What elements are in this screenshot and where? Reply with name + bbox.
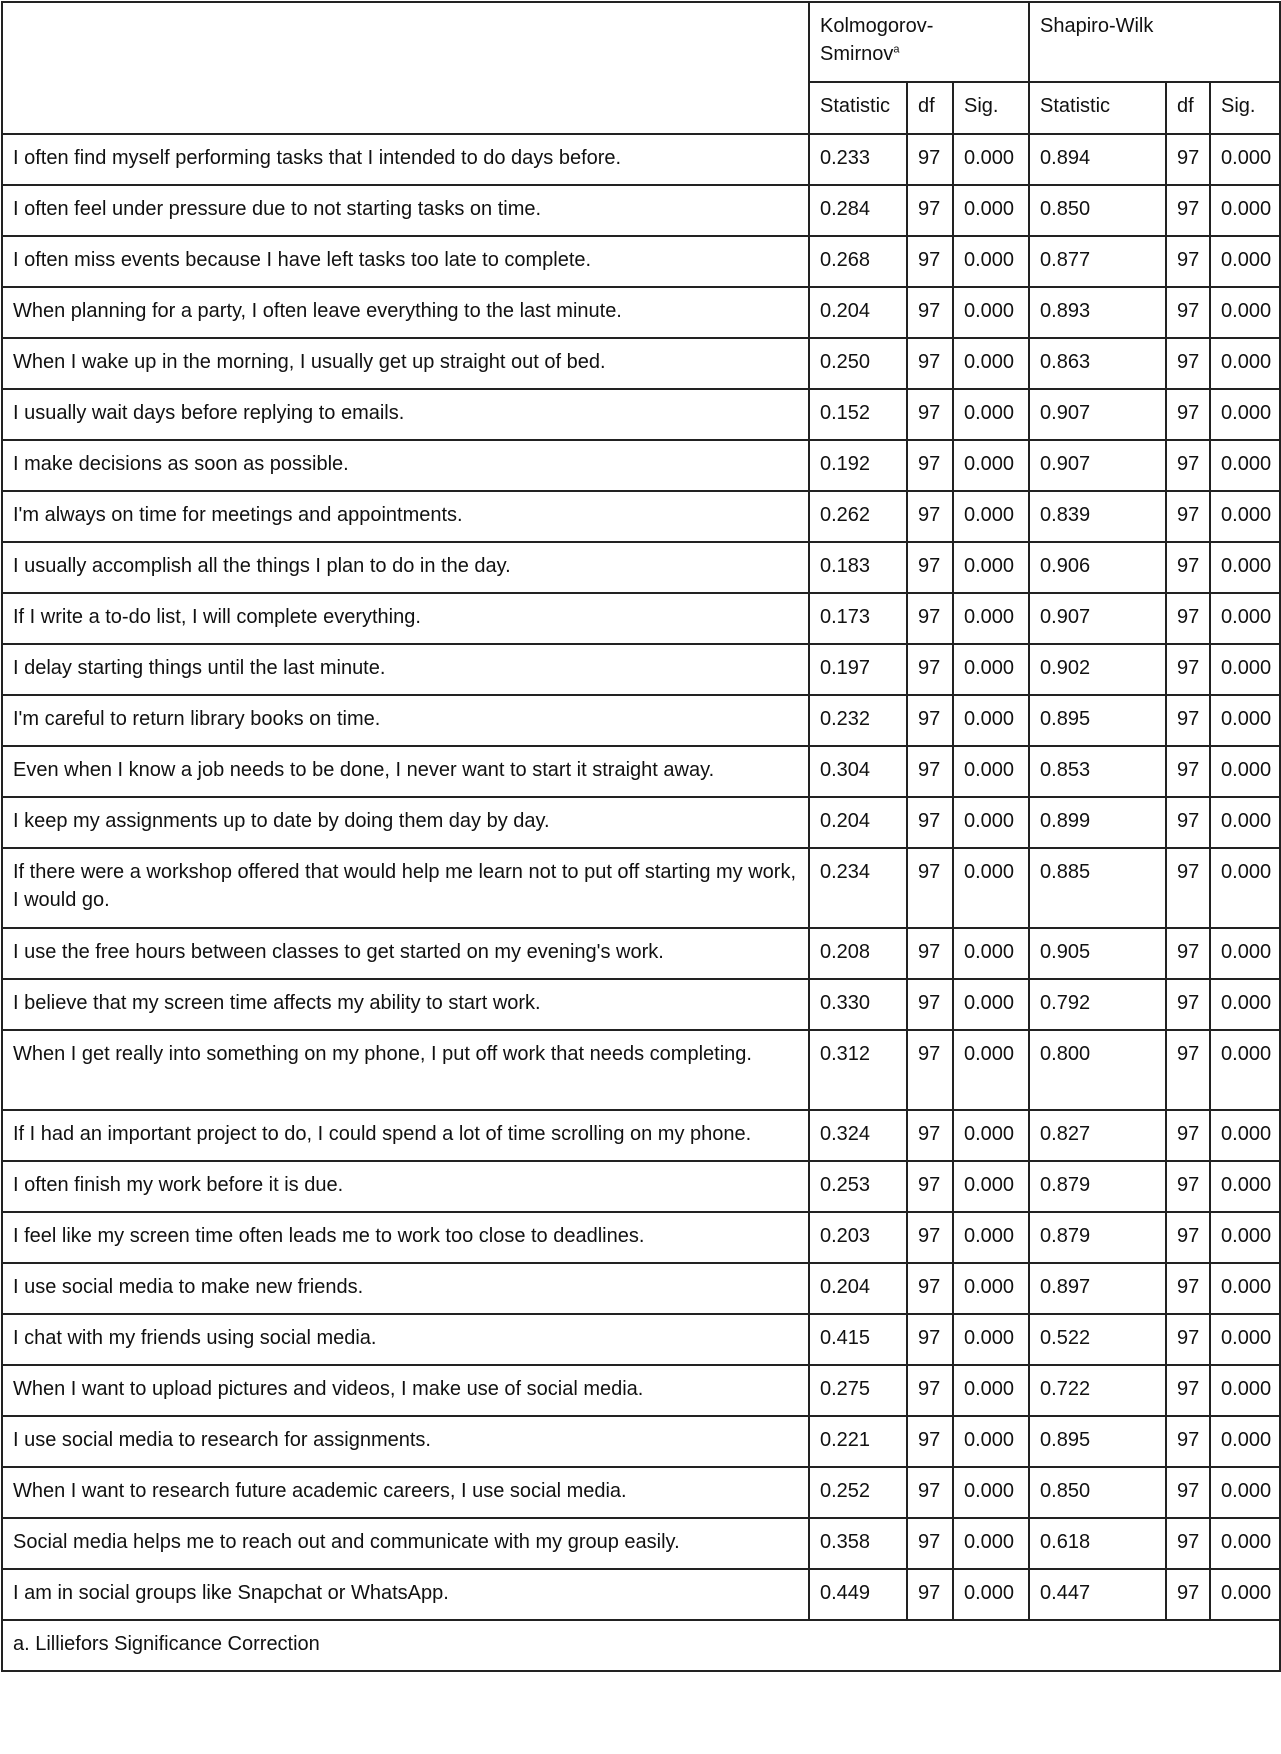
ks-statistic: 0.415	[809, 1314, 907, 1365]
sw-statistic: 0.906	[1029, 542, 1166, 593]
ks-sig: 0.000	[953, 1314, 1029, 1365]
item-text: I often miss events because I have left tasks too late to complete.	[2, 236, 809, 287]
sw-statistic: 0.894	[1029, 134, 1166, 185]
sw-df: 97	[1166, 1467, 1210, 1518]
sw-df: 97	[1166, 1030, 1210, 1110]
sw-df: 97	[1166, 848, 1210, 928]
ks-statistic: 0.253	[809, 1161, 907, 1212]
ks-sig: 0.000	[953, 644, 1029, 695]
ks-sig: 0.000	[953, 695, 1029, 746]
sw-df: 97	[1166, 1518, 1210, 1569]
sw-sig: 0.000	[1210, 1518, 1280, 1569]
table-row	[2, 1518, 1280, 1569]
item-text: I usually accomplish all the things I plan to do in the day.	[2, 542, 809, 593]
ks-sig: 0.000	[953, 746, 1029, 797]
ks-df: 97	[907, 542, 953, 593]
sw-statistic: 0.893	[1029, 287, 1166, 338]
sw-statistic: 0.447	[1029, 1569, 1166, 1620]
table-row	[2, 1365, 1280, 1416]
sw-statistic: 0.895	[1029, 695, 1166, 746]
sw-df: 97	[1166, 1569, 1210, 1620]
sw-statistic: 0.899	[1029, 797, 1166, 848]
item-text: I feel like my screen time often leads me to work too close to deadlines.	[2, 1212, 809, 1263]
col-header-ks-df: df	[907, 82, 953, 134]
ks-statistic: 0.232	[809, 695, 907, 746]
item-text: I delay starting things until the last minute.	[2, 644, 809, 695]
table-row	[2, 1030, 1280, 1110]
sw-df: 97	[1166, 236, 1210, 287]
ks-statistic: 0.330	[809, 979, 907, 1030]
ks-df: 97	[907, 134, 953, 185]
col-header-ks-statistic: Statistic	[809, 82, 907, 134]
sw-sig: 0.000	[1210, 134, 1280, 185]
item-text: If there were a workshop offered that would help me learn not to put off starting my work, I would go.	[2, 848, 809, 928]
ks-statistic: 0.324	[809, 1110, 907, 1161]
sw-sig: 0.000	[1210, 1569, 1280, 1620]
sw-df: 97	[1166, 287, 1210, 338]
table-row	[2, 1467, 1280, 1518]
ks-df: 97	[907, 1467, 953, 1518]
footnote: a. Lilliefors Significance Correction	[2, 1620, 1280, 1671]
table-row	[2, 746, 1280, 797]
ks-df: 97	[907, 644, 953, 695]
item-text: I often feel under pressure due to not starting tasks on time.	[2, 185, 809, 236]
sw-statistic: 0.879	[1029, 1161, 1166, 1212]
sw-sig: 0.000	[1210, 593, 1280, 644]
sw-statistic: 0.522	[1029, 1314, 1166, 1365]
sw-df: 97	[1166, 979, 1210, 1030]
table-row	[2, 1110, 1280, 1161]
ks-df: 97	[907, 1030, 953, 1110]
ks-df: 97	[907, 695, 953, 746]
ks-statistic: 0.204	[809, 287, 907, 338]
sw-statistic: 0.792	[1029, 979, 1166, 1030]
normality-tests-table-wrapper	[1, 1, 1281, 1672]
sw-sig: 0.000	[1210, 542, 1280, 593]
sw-statistic: 0.800	[1029, 1030, 1166, 1110]
ks-sig: 0.000	[953, 848, 1029, 928]
ks-sig: 0.000	[953, 1365, 1029, 1416]
ks-df: 97	[907, 185, 953, 236]
ks-df: 97	[907, 236, 953, 287]
table-row	[2, 797, 1280, 848]
sw-sig: 0.000	[1210, 695, 1280, 746]
sw-df: 97	[1166, 440, 1210, 491]
sw-statistic: 0.907	[1029, 389, 1166, 440]
item-text: When I want to research future academic careers, I use social media.	[2, 1467, 809, 1518]
table-row	[2, 236, 1280, 287]
col-header-ks-sig: Sig.	[953, 82, 1029, 134]
sw-statistic: 0.907	[1029, 440, 1166, 491]
sw-sig: 0.000	[1210, 746, 1280, 797]
sw-sig: 0.000	[1210, 491, 1280, 542]
sw-statistic: 0.905	[1029, 928, 1166, 979]
sw-sig: 0.000	[1210, 389, 1280, 440]
ks-df: 97	[907, 797, 953, 848]
ks-df: 97	[907, 389, 953, 440]
item-text: Even when I know a job needs to be done, I never want to start it straight away.	[2, 746, 809, 797]
item-text: When I get really into something on my phone, I put off work that needs completing.	[2, 1030, 809, 1110]
sw-sig: 0.000	[1210, 338, 1280, 389]
ks-statistic: 0.268	[809, 236, 907, 287]
sw-df: 97	[1166, 185, 1210, 236]
ks-sig: 0.000	[953, 593, 1029, 644]
ks-statistic: 0.234	[809, 848, 907, 928]
sw-sig: 0.000	[1210, 1263, 1280, 1314]
ks-df: 97	[907, 1263, 953, 1314]
table-row	[2, 695, 1280, 746]
ks-sig: 0.000	[953, 1161, 1029, 1212]
sw-sig: 0.000	[1210, 236, 1280, 287]
ks-sig: 0.000	[953, 185, 1029, 236]
ks-sig: 0.000	[953, 1518, 1029, 1569]
ks-statistic: 0.358	[809, 1518, 907, 1569]
ks-sig: 0.000	[953, 1110, 1029, 1161]
ks-statistic: 0.304	[809, 746, 907, 797]
sw-statistic: 0.895	[1029, 1416, 1166, 1467]
sw-df: 97	[1166, 1161, 1210, 1212]
ks-statistic: 0.197	[809, 644, 907, 695]
sw-df: 97	[1166, 389, 1210, 440]
sw-sig: 0.000	[1210, 440, 1280, 491]
ks-statistic: 0.221	[809, 1416, 907, 1467]
sw-sig: 0.000	[1210, 287, 1280, 338]
ks-statistic: 0.192	[809, 440, 907, 491]
sw-statistic: 0.907	[1029, 593, 1166, 644]
table-row	[2, 928, 1280, 979]
item-text: I use social media to make new friends.	[2, 1263, 809, 1314]
ks-statistic: 0.173	[809, 593, 907, 644]
sw-df: 97	[1166, 1263, 1210, 1314]
sw-statistic: 0.850	[1029, 1467, 1166, 1518]
sw-df: 97	[1166, 542, 1210, 593]
ks-label: Kolmogorov-	[820, 15, 934, 37]
ks-statistic: 0.284	[809, 185, 907, 236]
sw-df: 97	[1166, 746, 1210, 797]
ks-df: 97	[907, 287, 953, 338]
ks-sig: 0.000	[953, 1030, 1029, 1110]
sw-sig: 0.000	[1210, 1212, 1280, 1263]
sw-statistic: 0.722	[1029, 1365, 1166, 1416]
item-text: I chat with my friends using social media.	[2, 1314, 809, 1365]
ks-label-tail: Smirnov	[820, 43, 894, 65]
ks-statistic: 0.208	[809, 928, 907, 979]
sw-df: 97	[1166, 695, 1210, 746]
ks-df: 97	[907, 338, 953, 389]
sw-sig: 0.000	[1210, 1467, 1280, 1518]
ks-sig: 0.000	[953, 1263, 1029, 1314]
ks-statistic: 0.204	[809, 1263, 907, 1314]
sw-statistic: 0.863	[1029, 338, 1166, 389]
ks-df: 97	[907, 928, 953, 979]
sw-statistic: 0.879	[1029, 1212, 1166, 1263]
normality-tests-table	[1, 1, 1281, 1672]
ks-df: 97	[907, 1212, 953, 1263]
ks-df: 97	[907, 491, 953, 542]
sw-sig: 0.000	[1210, 979, 1280, 1030]
table-row	[2, 542, 1280, 593]
ks-sig: 0.000	[953, 491, 1029, 542]
sw-df: 97	[1166, 338, 1210, 389]
sw-group-header: Shapiro-Wilk	[1029, 2, 1280, 82]
ks-sig: 0.000	[953, 928, 1029, 979]
ks-sig: 0.000	[953, 979, 1029, 1030]
ks-statistic: 0.203	[809, 1212, 907, 1263]
sw-statistic: 0.885	[1029, 848, 1166, 928]
col-header-sw-sig: Sig.	[1210, 82, 1280, 134]
table-row	[2, 593, 1280, 644]
sw-statistic: 0.853	[1029, 746, 1166, 797]
sw-df: 97	[1166, 1212, 1210, 1263]
ks-df: 97	[907, 1569, 953, 1620]
ks-sig: 0.000	[953, 338, 1029, 389]
ks-df: 97	[907, 440, 953, 491]
sw-df: 97	[1166, 1416, 1210, 1467]
sw-sig: 0.000	[1210, 1030, 1280, 1110]
sw-df: 97	[1166, 491, 1210, 542]
item-text: I keep my assignments up to date by doing them day by day.	[2, 797, 809, 848]
item-text: I often find myself performing tasks that I intended to do days before.	[2, 134, 809, 185]
table-row	[2, 287, 1280, 338]
item-text: If I write a to-do list, I will complete everything.	[2, 593, 809, 644]
ks-statistic: 0.312	[809, 1030, 907, 1110]
sw-sig: 0.000	[1210, 928, 1280, 979]
ks-df: 97	[907, 1416, 953, 1467]
footnote-row	[2, 1620, 1280, 1671]
sw-statistic: 0.877	[1029, 236, 1166, 287]
table-row	[2, 1161, 1280, 1212]
ks-sig: 0.000	[953, 287, 1029, 338]
ks-statistic: 0.252	[809, 1467, 907, 1518]
ks-sig: 0.000	[953, 1416, 1029, 1467]
ks-df: 97	[907, 1161, 953, 1212]
sw-statistic: 0.839	[1029, 491, 1166, 542]
item-text: If I had an important project to do, I could spend a lot of time scrolling on my phone.	[2, 1110, 809, 1161]
sw-sig: 0.000	[1210, 1314, 1280, 1365]
item-text: Social media helps me to reach out and communicate with my group easily.	[2, 1518, 809, 1569]
ks-group-header	[809, 2, 1029, 82]
sw-df: 97	[1166, 1365, 1210, 1416]
ks-df: 97	[907, 593, 953, 644]
table-row	[2, 440, 1280, 491]
ks-sig: 0.000	[953, 134, 1029, 185]
sw-statistic: 0.850	[1029, 185, 1166, 236]
header-row-groups	[2, 2, 1280, 82]
ks-statistic: 0.275	[809, 1365, 907, 1416]
sw-statistic: 0.897	[1029, 1263, 1166, 1314]
ks-statistic: 0.152	[809, 389, 907, 440]
ks-df: 97	[907, 746, 953, 797]
sw-df: 97	[1166, 1110, 1210, 1161]
ks-df: 97	[907, 848, 953, 928]
ks-statistic: 0.233	[809, 134, 907, 185]
sw-statistic: 0.618	[1029, 1518, 1166, 1569]
ks-df: 97	[907, 1365, 953, 1416]
table-row	[2, 491, 1280, 542]
ks-sig: 0.000	[953, 797, 1029, 848]
col-header-sw-df: df	[1166, 82, 1210, 134]
ks-sig: 0.000	[953, 1569, 1029, 1620]
sw-df: 97	[1166, 797, 1210, 848]
sw-df: 97	[1166, 134, 1210, 185]
ks-sig: 0.000	[953, 389, 1029, 440]
sw-statistic: 0.827	[1029, 1110, 1166, 1161]
sw-df: 97	[1166, 593, 1210, 644]
table-row	[2, 134, 1280, 185]
table-row	[2, 338, 1280, 389]
item-text: I'm always on time for meetings and appointments.	[2, 491, 809, 542]
sw-sig: 0.000	[1210, 797, 1280, 848]
ks-statistic: 0.449	[809, 1569, 907, 1620]
ks-footnote-marker: a	[893, 43, 900, 56]
table-row	[2, 185, 1280, 236]
item-text: I often finish my work before it is due.	[2, 1161, 809, 1212]
sw-sig: 0.000	[1210, 185, 1280, 236]
table-body	[2, 134, 1280, 1620]
item-text: I usually wait days before replying to emails.	[2, 389, 809, 440]
ks-df: 97	[907, 979, 953, 1030]
sw-df: 97	[1166, 928, 1210, 979]
ks-statistic: 0.204	[809, 797, 907, 848]
col-header-sw-statistic: Statistic	[1029, 82, 1166, 134]
sw-statistic: 0.902	[1029, 644, 1166, 695]
ks-df: 97	[907, 1518, 953, 1569]
ks-statistic: 0.262	[809, 491, 907, 542]
item-text: When planning for a party, I often leave everything to the last minute.	[2, 287, 809, 338]
ks-df: 97	[907, 1314, 953, 1365]
ks-sig: 0.000	[953, 1467, 1029, 1518]
item-text: I use social media to research for assignments.	[2, 1416, 809, 1467]
ks-sig: 0.000	[953, 542, 1029, 593]
table-row	[2, 1314, 1280, 1365]
item-text: I use the free hours between classes to get started on my evening's work.	[2, 928, 809, 979]
item-text: I am in social groups like Snapchat or WhatsApp.	[2, 1569, 809, 1620]
ks-df: 97	[907, 1110, 953, 1161]
table-row	[2, 1569, 1280, 1620]
item-text: When I want to upload pictures and videos, I make use of social media.	[2, 1365, 809, 1416]
ks-sig: 0.000	[953, 1212, 1029, 1263]
table-row	[2, 1212, 1280, 1263]
table-row	[2, 848, 1280, 928]
sw-df: 97	[1166, 644, 1210, 695]
item-text: I believe that my screen time affects my ability to start work.	[2, 979, 809, 1030]
table-row	[2, 1263, 1280, 1314]
sw-sig: 0.000	[1210, 1110, 1280, 1161]
sw-df: 97	[1166, 1314, 1210, 1365]
item-text: I make decisions as soon as possible.	[2, 440, 809, 491]
ks-sig: 0.000	[953, 440, 1029, 491]
table-row	[2, 389, 1280, 440]
sw-sig: 0.000	[1210, 1416, 1280, 1467]
sw-sig: 0.000	[1210, 644, 1280, 695]
item-text: I'm careful to return library books on time.	[2, 695, 809, 746]
header-corner-cell	[2, 2, 809, 134]
sw-sig: 0.000	[1210, 1161, 1280, 1212]
sw-sig: 0.000	[1210, 1365, 1280, 1416]
table-row	[2, 1416, 1280, 1467]
sw-sig: 0.000	[1210, 848, 1280, 928]
ks-statistic: 0.183	[809, 542, 907, 593]
ks-statistic: 0.250	[809, 338, 907, 389]
table-row	[2, 979, 1280, 1030]
item-text: When I wake up in the morning, I usually get up straight out of bed.	[2, 338, 809, 389]
ks-sig: 0.000	[953, 236, 1029, 287]
table-row	[2, 644, 1280, 695]
